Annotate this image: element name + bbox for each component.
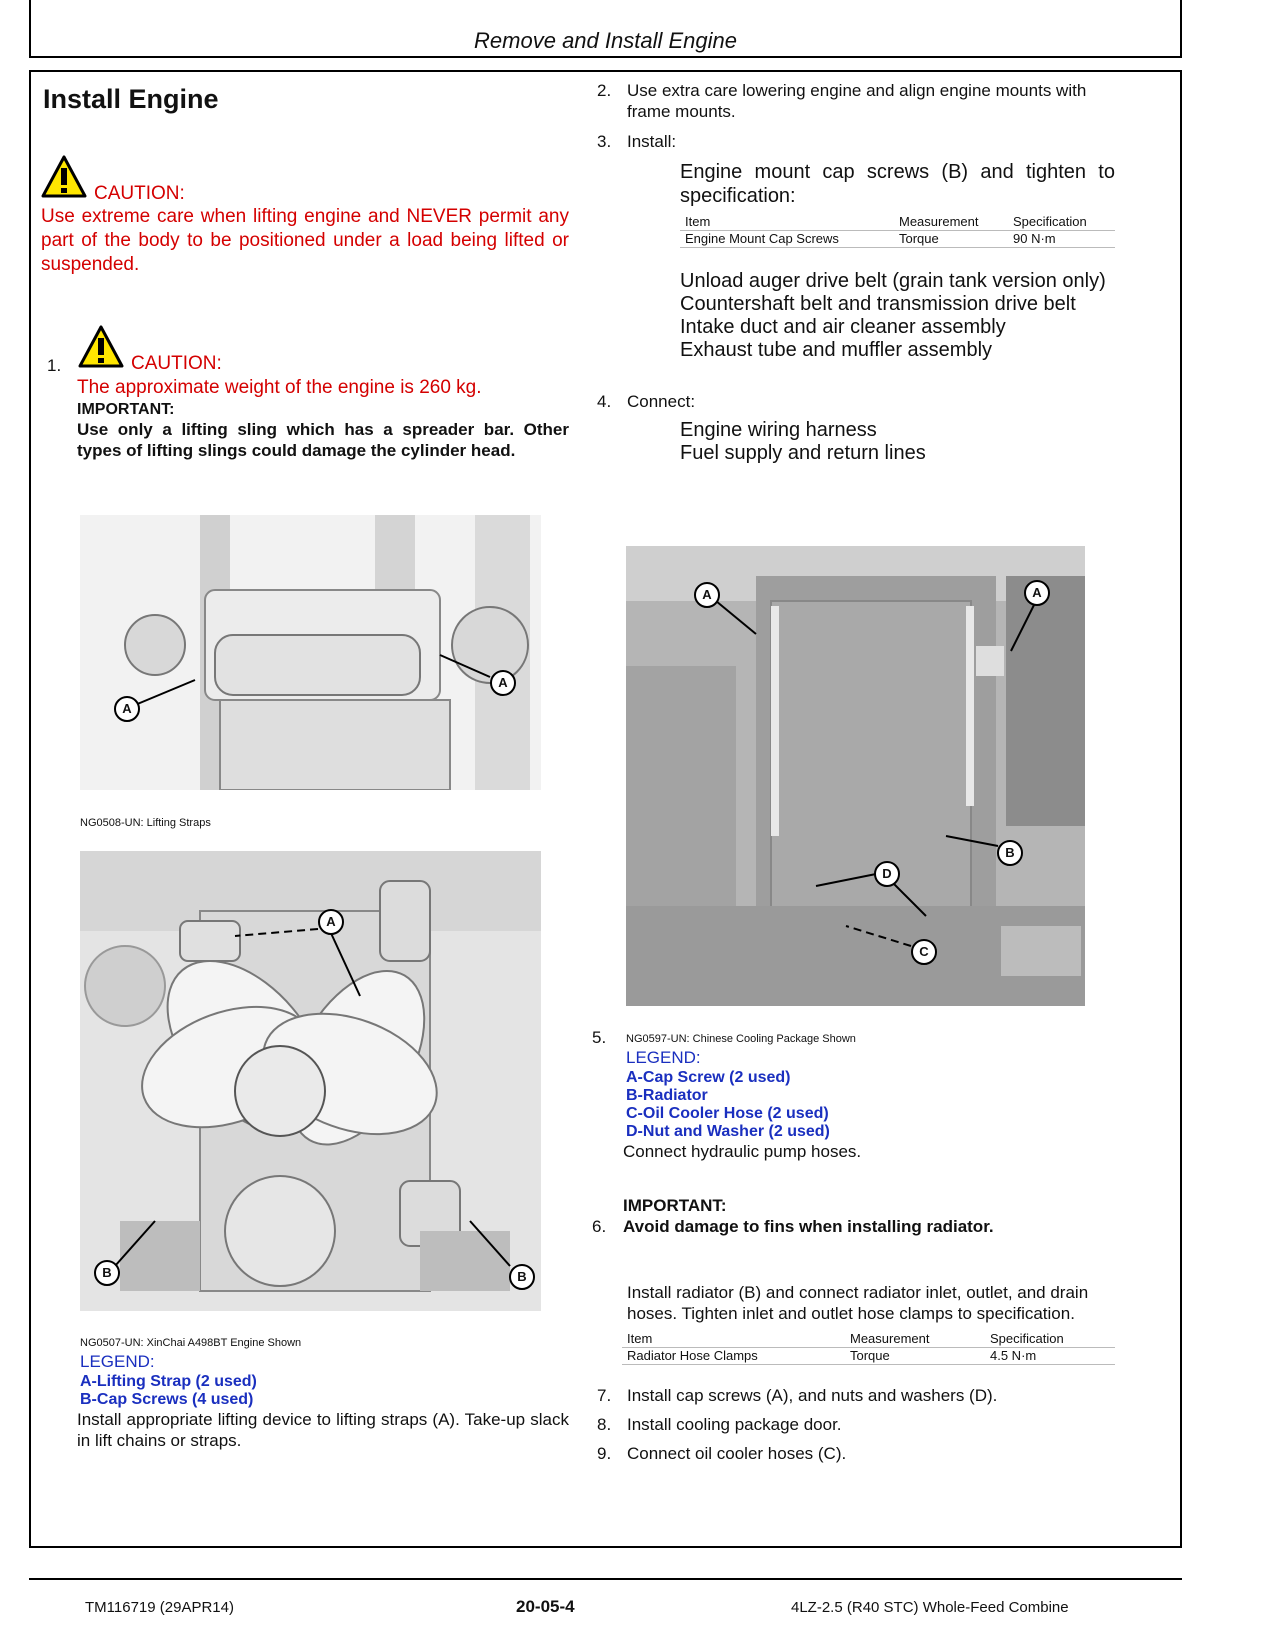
table-cell: 90 N·m: [1013, 231, 1056, 246]
figure-caption: NG0507-UN: XinChai A498BT Engine Shown: [80, 1337, 302, 1349]
caution-label: CAUTION:: [131, 353, 222, 374]
table-rule: [622, 1364, 1115, 1365]
engine-image: [80, 851, 541, 1311]
warning-icon: [41, 155, 87, 199]
step-text: Use extra care lowering engine and align engine mounts with frame mounts.: [627, 81, 1087, 121]
table-cell: 4.5 N·m: [990, 1348, 1037, 1363]
callout-b: B: [94, 1260, 120, 1286]
engine-illustration: [80, 515, 541, 790]
step-number: 1.: [47, 356, 62, 375]
important-text: Use only a lifting sling which has a spreader bar. Other types of lifting slings could damage the cylinder head.: [77, 420, 569, 460]
legend-item: B-Cap Screws (4 used): [80, 1391, 254, 1408]
table-cell: Engine Mount Cap Screws: [685, 231, 839, 246]
step-number: 8.: [597, 1415, 612, 1434]
step-label: Connect:: [627, 392, 696, 411]
section-title: Install Engine: [43, 84, 219, 114]
radiator-illustration: [626, 546, 1085, 1006]
step-number: 2.: [597, 81, 612, 100]
caution-text: Use extreme care when lifting engine and NEVER permit any part of the body to be positioned under a load being lifted or suspended.: [41, 206, 569, 275]
step-label: Install:: [627, 132, 677, 151]
step-number: 3.: [597, 132, 612, 151]
callout-b: B: [997, 840, 1023, 866]
callout-a: A: [1024, 580, 1050, 606]
warning-icon: [77, 325, 125, 369]
spec-table: [622, 1331, 1115, 1365]
figure-caption: NG0508-UN: Lifting Straps: [80, 817, 211, 829]
lifting-straps-image: [80, 515, 541, 790]
table-cell: Torque: [899, 231, 939, 246]
list-item: Intake duct and air cleaner assembly: [680, 316, 1006, 338]
legend-item: A-Lifting Strap (2 used): [80, 1373, 257, 1390]
instruction-text: Install appropriate lifting device to lifting straps (A). Take-up slack in lift chains or straps.: [77, 1410, 569, 1450]
step-text: Install cap screws (A), and nuts and washers (D).: [627, 1386, 998, 1405]
table-header: Item: [685, 214, 711, 229]
table-header: Specification: [990, 1331, 1064, 1346]
table-header: Specification: [1013, 214, 1087, 229]
list-item: Fuel supply and return lines: [680, 442, 926, 464]
step-number: 7.: [597, 1386, 612, 1405]
table-rule: [680, 247, 1115, 248]
step-number: 5.: [592, 1028, 607, 1047]
list-item: Engine wiring harness: [680, 419, 877, 441]
step-number: 4.: [597, 392, 612, 411]
table-header: Measurement: [850, 1331, 930, 1346]
important-text: Avoid damage to fins when installing radiator.: [623, 1217, 994, 1236]
step-number: 9.: [597, 1444, 612, 1463]
step-intro: Engine mount cap screws (B) and tighten to specification:: [680, 161, 1115, 207]
callout-b: B: [509, 1264, 535, 1290]
step-text: Install cooling package door.: [627, 1415, 842, 1434]
callout-d: D: [874, 861, 900, 887]
callout-a: A: [318, 909, 344, 935]
legend-item: B-Radiator: [626, 1087, 708, 1104]
caution-label: CAUTION:: [94, 183, 185, 204]
cooling-package-image: [626, 546, 1085, 1006]
callout-c: C: [911, 939, 937, 965]
spec-table: [680, 214, 1115, 248]
table-header: Item: [627, 1331, 653, 1346]
legend-item: C-Oil Cooler Hose (2 used): [626, 1105, 829, 1122]
engine-illustration: [80, 851, 541, 1311]
footer-rule: [29, 1578, 1182, 1580]
table-header: Measurement: [899, 214, 979, 229]
page-header-title: Remove and Install Engine: [474, 28, 737, 53]
callout-a: A: [694, 582, 720, 608]
footer-model: 4LZ-2.5 (R40 STC) Whole-Feed Combine: [791, 1599, 1069, 1616]
important-label: IMPORTANT:: [77, 401, 175, 418]
footer-doc-id: TM116719 (29APR14): [85, 1599, 234, 1616]
legend-title: LEGEND:: [626, 1048, 701, 1067]
step-text: Connect hydraulic pump hoses.: [623, 1142, 862, 1161]
connect-list: [680, 419, 926, 465]
table-cell: Radiator Hose Clamps: [627, 1348, 758, 1363]
legend-title: LEGEND:: [80, 1352, 155, 1371]
list-item: Countershaft belt and transmission drive belt: [680, 293, 1076, 315]
install-list: [680, 270, 1106, 362]
step-text: Install radiator (B) and connect radiator inlet, outlet, and drain hoses. Tighten inlet and outlet hose clamps to specification.: [627, 1283, 1089, 1323]
page-number: 20-05-4: [516, 1597, 575, 1616]
important-label: IMPORTANT:: [623, 1196, 727, 1215]
list-item: Exhaust tube and muffler assembly: [680, 339, 993, 361]
callout-a: A: [490, 670, 516, 696]
caution-text: The approximate weight of the engine is 260 kg.: [77, 377, 482, 398]
legend-item: A-Cap Screw (2 used): [626, 1069, 791, 1086]
step-number: 6.: [592, 1217, 607, 1236]
figure-caption: NG0597-UN: Chinese Cooling Package Shown: [626, 1033, 856, 1045]
callout-a: A: [114, 696, 140, 722]
table-cell: Torque: [850, 1348, 890, 1363]
step-text: Connect oil cooler hoses (C).: [627, 1444, 847, 1463]
legend-item: D-Nut and Washer (2 used): [626, 1123, 830, 1140]
list-item: Unload auger drive belt (grain tank version only): [680, 270, 1106, 292]
